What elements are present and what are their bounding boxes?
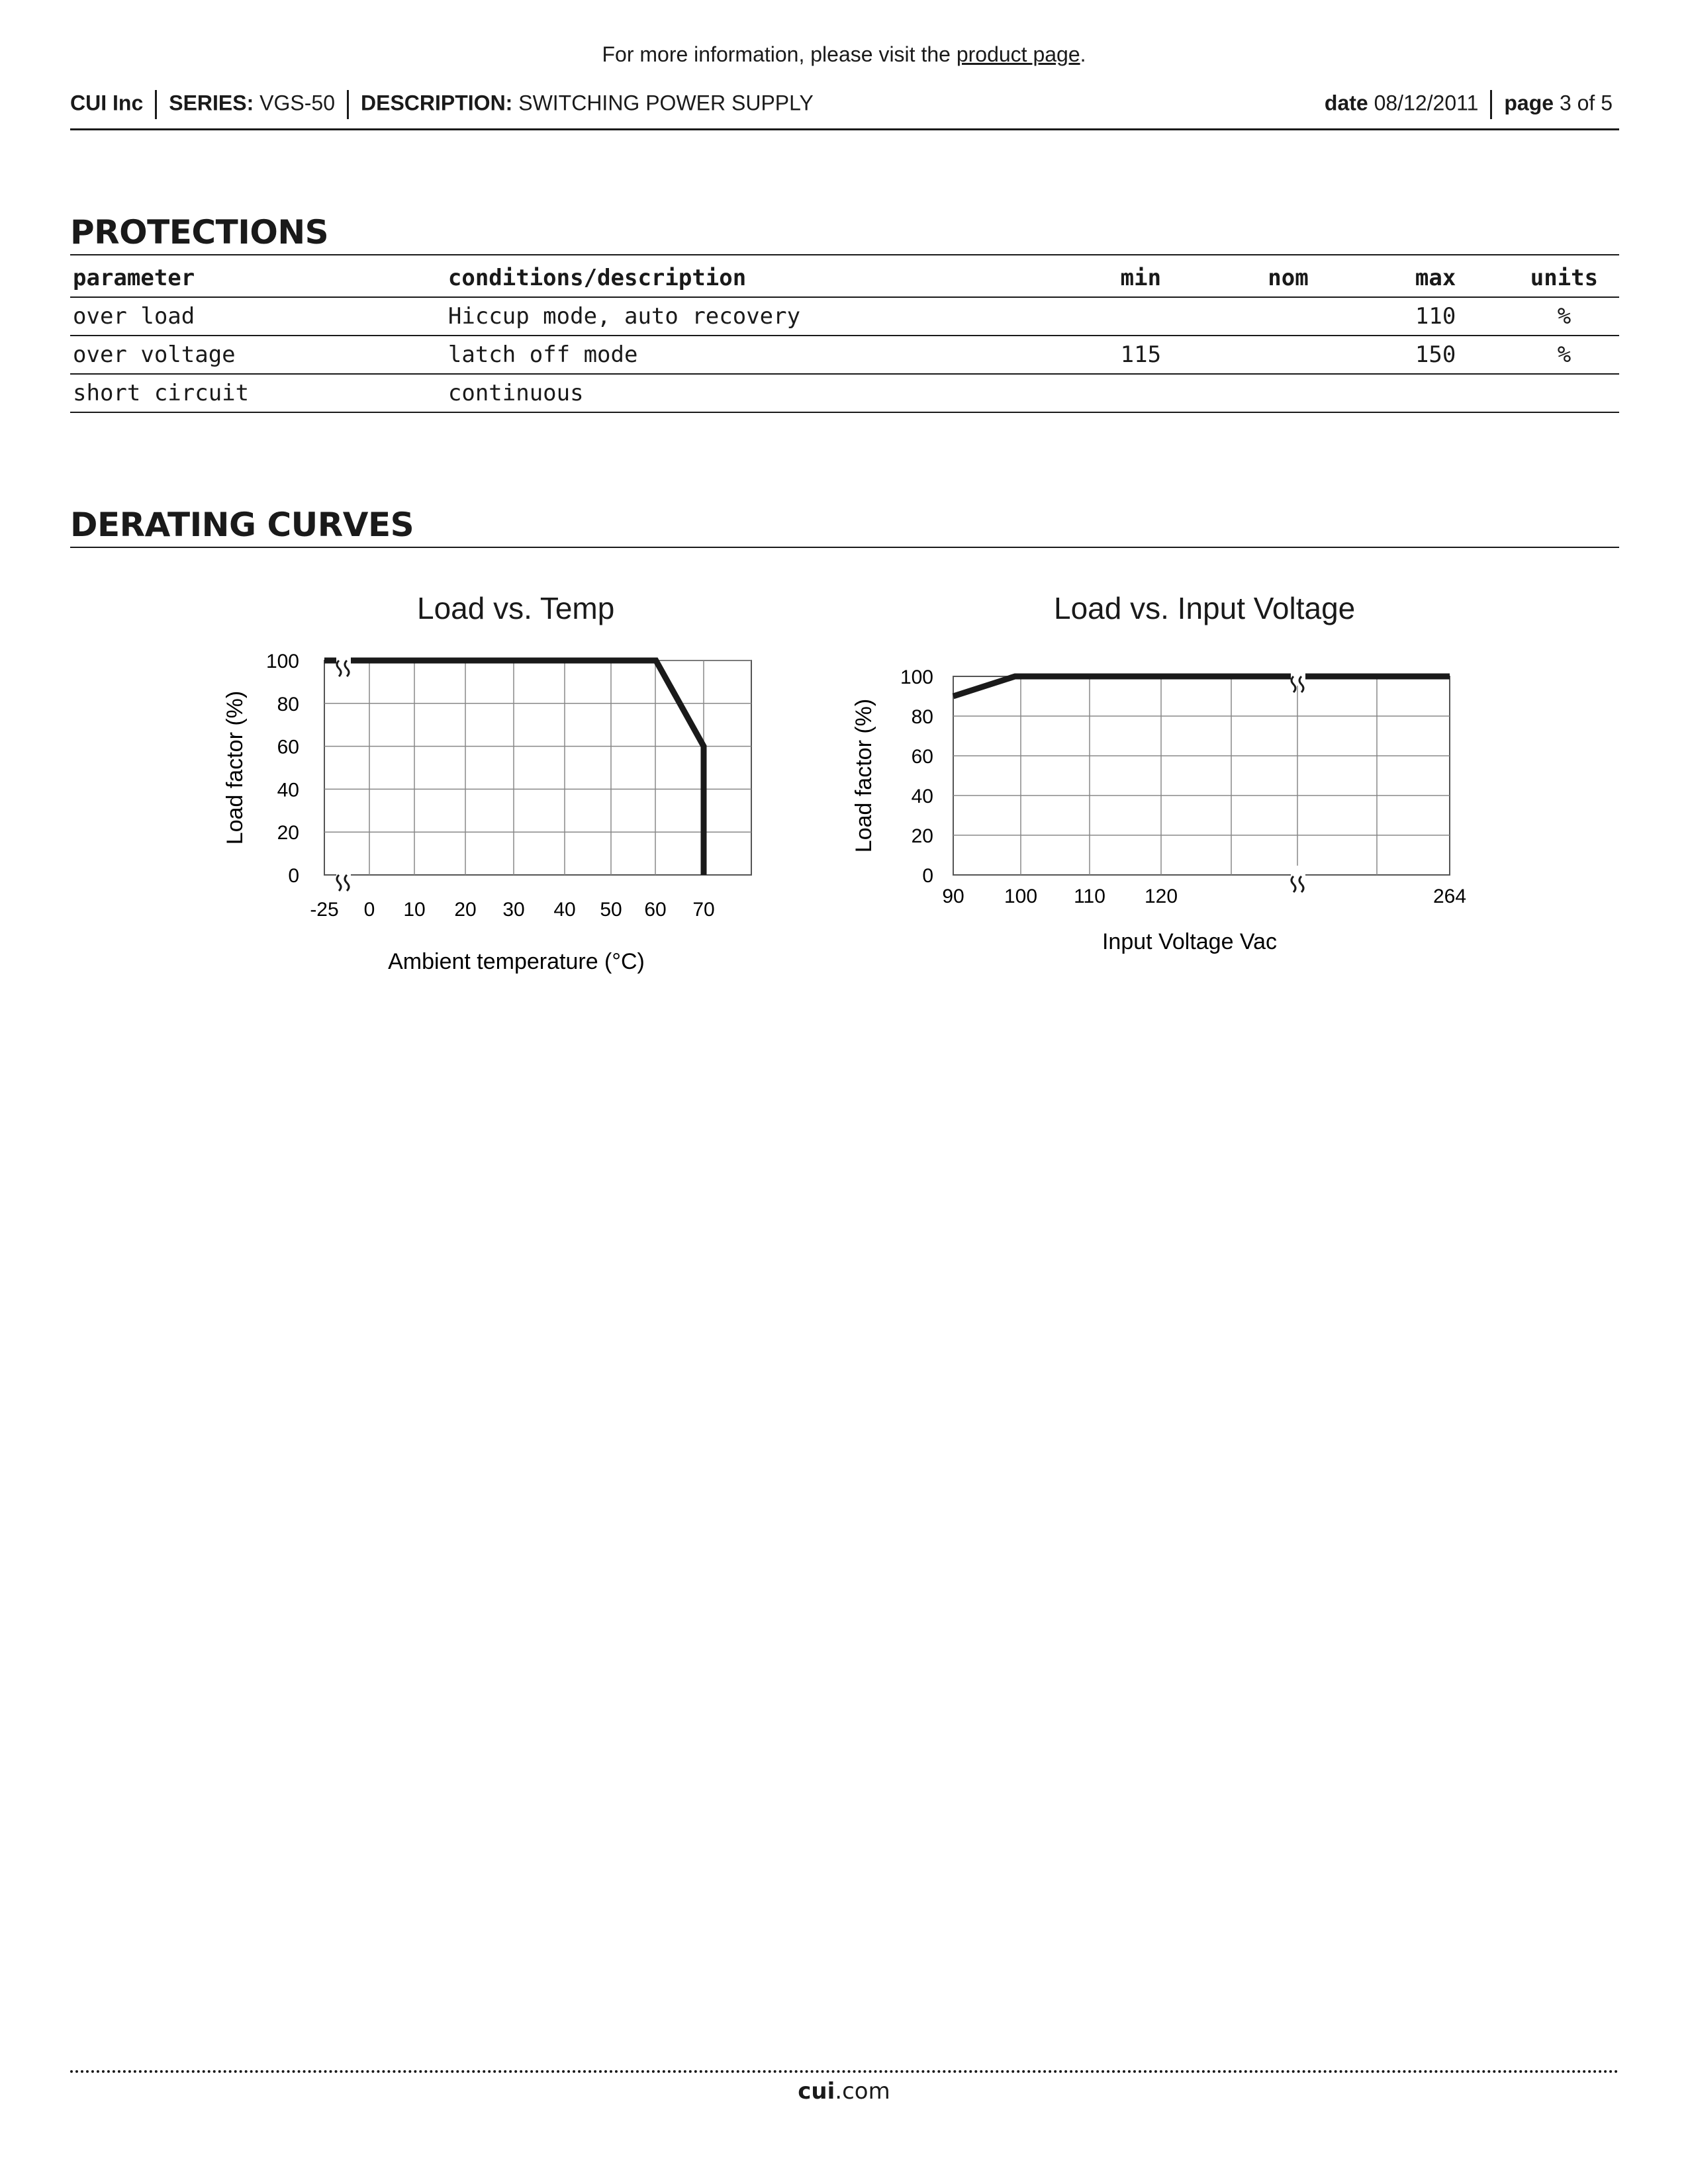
y-tick-label: 80 — [911, 706, 933, 728]
y-tick-label: 0 — [922, 865, 933, 887]
column-header: parameter — [70, 259, 445, 297]
footer-brand[interactable]: cui — [798, 2078, 835, 2105]
load-vs-temp-chart — [199, 635, 794, 979]
x-tick-label: -25 — [310, 899, 339, 921]
x-tick-label: 110 — [1074, 886, 1105, 907]
table-cell: % — [1509, 297, 1619, 336]
table-cell — [1067, 374, 1215, 412]
y-tick-label: 40 — [277, 779, 299, 801]
header-right — [1325, 90, 1613, 119]
description-value: SWITCHING POWER SUPPLY — [518, 91, 814, 115]
y-tick-label: 20 — [277, 822, 299, 844]
protections-title: PROTECTIONS — [70, 213, 1619, 255]
table-cell: over load — [70, 297, 445, 336]
table-cell — [1215, 374, 1362, 412]
chart-title-temp: Load vs. Temp — [417, 591, 615, 625]
x-tick-label: 40 — [553, 899, 576, 921]
table-cell: short circuit — [70, 374, 445, 412]
table-row — [70, 297, 1619, 336]
table-cell — [1215, 297, 1362, 336]
table-cell: 150 — [1362, 336, 1509, 374]
column-header: min — [1067, 259, 1215, 297]
derating-title: DERATING CURVES — [70, 506, 1619, 548]
table-row — [70, 336, 1619, 374]
x-tick-label: 10 — [403, 899, 426, 921]
load-vs-voltage-chart — [834, 635, 1496, 979]
series-value: VGS-50 — [259, 91, 335, 115]
x-tick-label: 60 — [644, 899, 667, 921]
info-note — [0, 42, 1688, 67]
header-left — [70, 90, 814, 119]
date-label: date — [1324, 91, 1368, 115]
table-cell: continuous — [445, 374, 1067, 412]
info-note-text: For more information, please visit the — [602, 42, 957, 66]
table-cell: over voltage — [70, 336, 445, 374]
series-label: SERIES: — [169, 91, 254, 115]
chart-title-voltage: Load vs. Input Voltage — [1054, 591, 1356, 625]
y-tick-label: 100 — [265, 651, 299, 672]
footer — [0, 2078, 1688, 2105]
y-tick-label: 40 — [911, 786, 933, 807]
y-tick-label: 80 — [277, 693, 299, 715]
x-axis-label: Ambient temperature (°C) — [388, 949, 645, 974]
y-tick-label: 60 — [911, 746, 933, 768]
x-axis-label: Input Voltage Vac — [1102, 929, 1278, 954]
protections-table — [70, 259, 1619, 413]
plot-area — [324, 660, 751, 875]
x-tick-label: 50 — [600, 899, 622, 921]
x-tick-label: 70 — [692, 899, 715, 921]
x-tick-label: 0 — [363, 899, 375, 921]
header-divider — [347, 90, 349, 119]
company-name: CUI Inc — [70, 91, 144, 115]
y-tick-label: 0 — [288, 865, 299, 887]
column-header: nom — [1215, 259, 1362, 297]
y-tick-label: 100 — [900, 666, 933, 688]
x-tick-label: 90 — [942, 886, 964, 907]
column-header: max — [1362, 259, 1509, 297]
y-tick-label: 60 — [277, 736, 299, 758]
date-value: 08/12/2011 — [1374, 91, 1479, 115]
column-header: units — [1509, 259, 1619, 297]
x-tick-label: 20 — [454, 899, 477, 921]
x-tick-label: 30 — [502, 899, 525, 921]
page-label: page — [1504, 91, 1554, 115]
table-cell: % — [1509, 336, 1619, 374]
x-tick-label: 100 — [1004, 886, 1038, 907]
footer-divider — [70, 2070, 1619, 2073]
table-cell — [1509, 374, 1619, 412]
info-note-end: . — [1080, 42, 1086, 66]
product-page-link[interactable]: product page — [956, 42, 1080, 66]
y-tick-label: 20 — [911, 825, 933, 847]
header-divider — [1490, 90, 1492, 119]
column-header: conditions/description — [445, 259, 1067, 297]
table-cell — [1362, 374, 1509, 412]
y-axis-label: Load factor (%) — [222, 690, 248, 845]
header-divider — [155, 90, 157, 119]
table-cell — [1215, 336, 1362, 374]
y-axis-label: Load factor (%) — [851, 698, 876, 853]
table-header-row — [70, 259, 1619, 297]
x-tick-label: 264 — [1432, 886, 1467, 907]
page-value: 3 of 5 — [1559, 91, 1613, 115]
table-cell: latch off mode — [445, 336, 1067, 374]
table-cell: 115 — [1067, 336, 1215, 374]
table-row — [70, 374, 1619, 412]
table-cell: 110 — [1362, 297, 1509, 336]
footer-domain[interactable]: .com — [835, 2078, 890, 2105]
page-header — [70, 86, 1619, 130]
table-cell: Hiccup mode, auto recovery — [445, 297, 1067, 336]
x-tick-label: 120 — [1144, 886, 1178, 907]
table-cell — [1067, 297, 1215, 336]
axis-break-gap — [1291, 866, 1305, 884]
plot-area — [953, 676, 1450, 875]
description-label: DESCRIPTION: — [360, 91, 513, 115]
